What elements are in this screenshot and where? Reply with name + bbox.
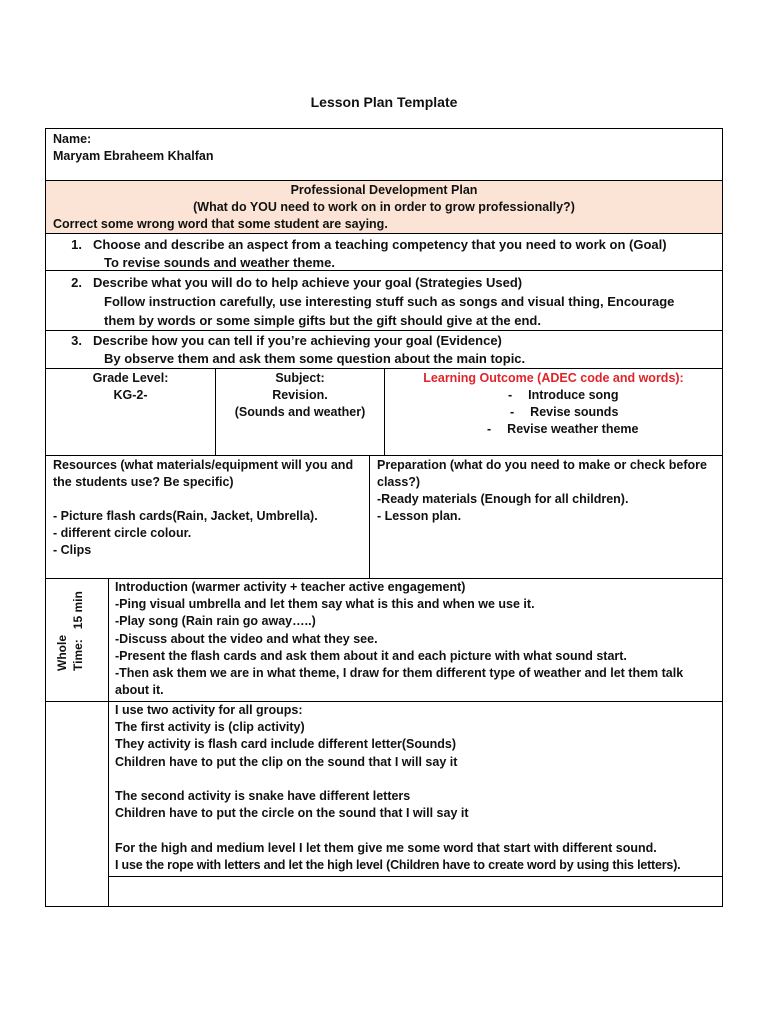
resources-cell [45,455,370,579]
goal-number: 1. [71,237,82,252]
goal-question [53,273,715,292]
goal-answer: By observe them and ask them some question about the main topic. [104,351,526,366]
goal-3 [45,330,723,369]
grade-value: KG-2- [113,388,148,402]
resource-item: - Clips [53,543,92,557]
outcome-bullet: - [487,422,492,436]
subject-detail: (Sounds and weather) [234,405,366,419]
intro-line: Introduction (warmer activity + teacher active engagement) [115,580,466,594]
goal-answer: To revise sounds and weather theme. [104,255,335,270]
page-title: Lesson Plan Template [310,94,458,110]
resources-prompt: Resources (what materials/equipment will you and [53,458,354,472]
activity-line: The first activity is (clip activity) [115,720,305,735]
activity-line: They activity is flash card include different letter(Sounds) [115,737,457,752]
resource-item: - different circle colour. [53,526,192,540]
pdp-subheading: (What do YOU need to work on in order to grow professionally?) [193,200,575,214]
name-label: Name: [53,132,92,146]
activity-line: Children have to put the circle on the sound that I will say it [115,806,469,821]
activity-line: Children have to put the clip on the sound that I will say it [115,754,458,769]
goal-1 [45,233,723,271]
preparation-item: - Lesson plan. [377,509,462,523]
pdp-section [45,180,723,234]
intro-line: about it. [115,683,164,698]
preparation-prompt: Preparation (what do you need to make or check before [377,458,707,472]
duration-value: 15 min [71,591,85,630]
goal-number: 3. [71,333,82,348]
goal-question-text: Choose and describe an aspect from a teaching competency that you need to work on (Goal) [93,237,667,252]
pdp-note: Correct some wrong word that some student are saying. [53,217,388,231]
goal-2 [45,270,723,331]
subject-value: Revision. [272,388,328,402]
resource-item: - Picture flash cards(Rain, Jacket, Umbrella). [53,509,318,523]
grade-cell [45,368,216,456]
activity-line: I use two activity for all groups: [115,703,303,717]
grade-label: Grade Level: [92,371,169,385]
intro-line: -Then ask them we are in what theme, I draw for them different type of weather and let them talk [115,666,684,681]
goal-question [53,332,715,350]
intro-line: -Ping visual umbrella and let them say what is this and when we use it. [115,597,535,612]
whole-label: Whole [55,635,69,671]
intro-line: -Play song (Rain rain go away…..) [115,614,316,629]
subject-cell [215,368,385,456]
activities-left-cell [45,701,109,907]
intro-line: -Present the flash cards and ask them about it and each picture with what sound start. [115,648,627,663]
resources-prompt: the students use? Be specific) [53,475,234,489]
outcome-bullet: - [510,405,515,419]
preparation-item: -Ready materials (Enough for all children). [377,492,629,506]
outcome-item: - Revise weather theme [487,422,639,436]
goal-answer: Follow instruction carefully, use interesting stuff such as songs and visual thing, Encourage [104,294,675,309]
goal-question-text: Describe how you can tell if you’re achieving your goal (Evidence) [93,333,502,348]
activity-line: For the high and medium level I let them give me some word that start with different sound. [115,840,657,855]
outcome-item: - Revise sounds [510,405,619,419]
introduction-cell [108,578,723,702]
outcome-item: - Introduce song [508,388,619,402]
name-value: Maryam Ebraheem Khalfan [53,149,214,163]
preparation-cell [369,455,723,579]
whole-time-cell [45,578,109,702]
activity-line: The second activity is snake have different letters [115,789,411,803]
subject-label: Subject: [275,371,325,385]
goal-answer: them by words or some simple gifts but the gift should give at the end. [104,313,541,328]
outcome-cell [384,368,723,456]
pdp-heading: Professional Development Plan [290,183,478,197]
activity-line: I use the rope with letters and let the high level (Children have to create word by using this letters). [115,857,681,872]
activities-cell [108,701,723,877]
name-section [45,128,723,181]
empty-cell [108,876,723,907]
goal-question [53,236,715,254]
time-label: Time: 15 min [71,591,85,671]
preparation-prompt: class?) [377,475,421,489]
goal-number: 2. [71,275,82,290]
outcome-bullet: - [508,388,513,402]
intro-line: -Discuss about the video and what they see. [115,631,378,646]
goal-question-text: Describe what you will do to help achieve your goal (Strategies Used) [93,275,523,290]
outcome-label: Learning Outcome (ADEC code and words): [423,371,684,385]
